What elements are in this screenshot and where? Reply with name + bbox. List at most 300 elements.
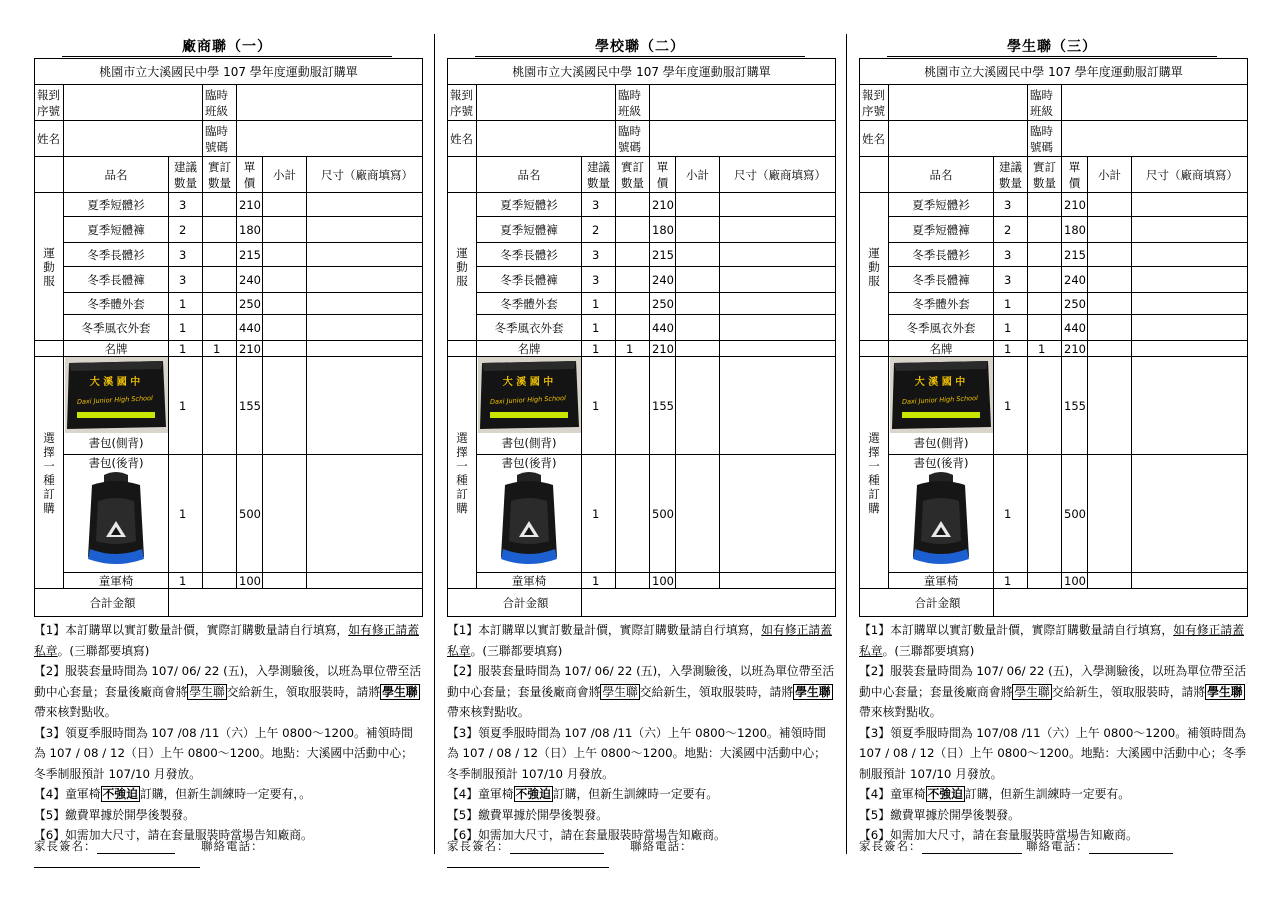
unit-price: 210 [1062, 341, 1088, 357]
size-field[interactable] [307, 217, 423, 243]
parent-signature-label: 家長簽名： [859, 839, 922, 853]
note-5: 【5】繳費單據於開學後製發。 [859, 807, 1020, 822]
order-form-table [859, 58, 1248, 617]
sportswear-group-label: 運 動 服 [860, 193, 889, 341]
suggested-qty: 1 [582, 315, 616, 341]
suggested-qty: 1 [994, 357, 1028, 455]
copy-title: 廠商聯（一） [62, 38, 392, 57]
temp-no-label: 臨時號碼 [203, 121, 237, 157]
name-label: 姓名 [35, 121, 64, 157]
parent-signature-label: 家長簽名： [34, 839, 97, 853]
table-row [860, 293, 1248, 315]
subtotal-field[interactable] [263, 573, 307, 589]
suggested-qty: 1 [169, 315, 203, 341]
actual-qty-field[interactable] [616, 243, 650, 267]
suggested-qty: 1 [994, 341, 1028, 357]
col-header-item: 品名 [889, 157, 994, 193]
report-no-label: 報到序號 [35, 85, 64, 121]
table-row [860, 455, 1248, 573]
actual-qty-field[interactable] [1028, 293, 1062, 315]
table-row [35, 243, 423, 267]
report-no-label: 報到序號 [448, 85, 477, 121]
side-bag-image [478, 357, 581, 433]
side-bag-cell [889, 357, 994, 455]
subtotal-field[interactable] [1088, 357, 1132, 455]
size-field[interactable] [307, 267, 423, 293]
actual-qty-field[interactable] [203, 455, 237, 573]
suggested-qty: 1 [582, 455, 616, 573]
choose-one-group-label: 選 擇 一 種 訂 購 [35, 357, 64, 589]
temp-class-field[interactable] [1062, 85, 1248, 121]
col-header-suggested: 建議數量 [169, 157, 203, 193]
bag-side-text-1: 大 溪 國 中 [914, 377, 965, 388]
total-field[interactable] [582, 589, 836, 617]
size-field[interactable] [720, 267, 836, 293]
signature-row [859, 838, 1249, 854]
bag-side-text-2: Daxi Junior High School [901, 394, 978, 406]
backpack-image [907, 471, 975, 569]
table-row [35, 267, 423, 293]
unit-price: 155 [650, 357, 676, 455]
subtotal-field[interactable] [263, 315, 307, 341]
actual-qty-field[interactable] [203, 193, 237, 217]
subtotal-field[interactable] [263, 455, 307, 573]
unit-price: 240 [1062, 267, 1088, 293]
bag-side-text-1: 大 溪 國 中 [502, 377, 553, 388]
size-field[interactable] [720, 243, 836, 267]
size-field[interactable] [307, 357, 423, 455]
item-name: 名牌 [477, 341, 582, 357]
subtotal-field[interactable] [1088, 243, 1132, 267]
note-5: 【5】繳費單據於開學後製發。 [447, 807, 608, 822]
subtotal-field[interactable] [1088, 341, 1132, 357]
note-6: 【6】如需加大尺寸，請在套量服裝時當場告知廠商。 [859, 828, 1138, 842]
suggested-qty: 2 [994, 217, 1028, 243]
suggested-qty: 1 [994, 455, 1028, 573]
subtotal-field[interactable] [263, 267, 307, 293]
name-label: 姓名 [860, 121, 889, 157]
unit-price: 155 [1062, 357, 1088, 455]
actual-qty-field[interactable] [616, 193, 650, 217]
unit-price: 215 [1062, 243, 1088, 267]
note-2: 【2】服裝套量時間為 107/ 06/ 22 (五)，入學測驗後，以班為單位帶至活動中心套量；套量後廠商會將 學生聯 交給新生，領取服裝時，請將 學生聯帶來核對點收。 [859, 664, 1247, 719]
choose-one-group-label: 選 擇 一 種 訂 購 [860, 357, 889, 589]
copy-title: 學生聯（三） [887, 38, 1217, 57]
table-row [448, 455, 836, 573]
size-field[interactable] [307, 341, 423, 357]
table-row [860, 357, 1248, 455]
name-label: 姓名 [448, 121, 477, 157]
actual-qty-field[interactable] [203, 267, 237, 293]
suggested-qty: 3 [994, 267, 1028, 293]
size-field[interactable] [307, 293, 423, 315]
actual-qty-field[interactable] [616, 267, 650, 293]
unit-price: 440 [237, 315, 263, 341]
col-header-size: 尺寸（廠商填寫） [1132, 157, 1248, 193]
name-field[interactable] [477, 121, 616, 157]
table-row [35, 341, 423, 357]
subtotal-field[interactable] [1088, 455, 1132, 573]
item-name: 名牌 [64, 341, 169, 357]
parent-signature-field[interactable] [510, 840, 604, 854]
backpack-image [495, 471, 563, 569]
choose-one-group-label: 選 擇 一 種 訂 購 [448, 357, 477, 589]
size-field[interactable] [720, 193, 836, 217]
nameplate-spacer [860, 341, 889, 357]
col-header-subtotal: 小計 [263, 157, 307, 193]
unit-price: 440 [1062, 315, 1088, 341]
note-6: 【6】如需加大尺寸，請在套量服裝時當場告知廠商。 [34, 828, 313, 842]
subtotal-field[interactable] [263, 357, 307, 455]
table-row [448, 243, 836, 267]
subtotal-field[interactable] [1088, 573, 1132, 589]
report-no-field[interactable] [889, 85, 1028, 121]
size-field[interactable] [720, 573, 836, 589]
suggested-qty: 3 [582, 193, 616, 217]
report-no-label: 報到序號 [860, 85, 889, 121]
separator-1 [434, 34, 435, 854]
side-bag-image [65, 357, 168, 433]
actual-qty-field[interactable] [616, 217, 650, 243]
unit-price: 500 [237, 455, 263, 573]
size-field[interactable] [1132, 315, 1248, 341]
item-name: 冬季長體褲 [889, 267, 994, 293]
subtotal-field[interactable] [1088, 217, 1132, 243]
separator-2 [846, 34, 847, 854]
header-spacer [35, 157, 64, 193]
size-field[interactable] [720, 455, 836, 573]
unit-price: 500 [1062, 455, 1088, 573]
actual-qty-field[interactable] [203, 217, 237, 243]
unit-price: 440 [650, 315, 676, 341]
actual-qty-field[interactable] [1028, 315, 1062, 341]
item-name: 夏季短體衫 [64, 193, 169, 217]
unit-price: 100 [650, 573, 676, 589]
item-name: 童軍椅 [889, 573, 994, 589]
col-header-item: 品名 [477, 157, 582, 193]
subtotal-field[interactable] [1088, 193, 1132, 217]
form-copy-3 [859, 0, 1247, 908]
subtotal-field[interactable] [676, 315, 720, 341]
size-field[interactable] [307, 455, 423, 573]
subtotal-field[interactable] [676, 243, 720, 267]
report-no-field[interactable] [477, 85, 616, 121]
size-field[interactable] [1132, 293, 1248, 315]
name-field[interactable] [64, 121, 203, 157]
report-no-field[interactable] [64, 85, 203, 121]
form-copy-1 [34, 0, 422, 908]
col-header-suggested: 建議數量 [994, 157, 1028, 193]
form-title: 桃園市立大溪國民中學 107 學年度運動服訂購單 [448, 59, 836, 85]
form-title: 桃園市立大溪國民中學 107 學年度運動服訂購單 [860, 59, 1248, 85]
header-spacer [860, 157, 889, 193]
suggested-qty: 1 [169, 341, 203, 357]
unit-price: 100 [1062, 573, 1088, 589]
size-field[interactable] [720, 341, 836, 357]
copy-title: 學校聯（二） [475, 38, 805, 57]
actual-qty-field[interactable] [203, 315, 237, 341]
unit-price: 180 [650, 217, 676, 243]
actual-qty-field[interactable] [203, 573, 237, 589]
notes [447, 620, 837, 846]
suggested-qty: 3 [582, 243, 616, 267]
temp-class-label: 臨時班級 [203, 85, 237, 121]
suggested-qty: 1 [169, 455, 203, 573]
actual-qty-field[interactable]: 1 [616, 341, 650, 357]
unit-price: 215 [237, 243, 263, 267]
phone-label: 聯絡電話： [630, 839, 693, 853]
temp-no-field[interactable] [1062, 121, 1248, 157]
col-header-actual: 實訂數量 [203, 157, 237, 193]
col-header-subtotal: 小計 [676, 157, 720, 193]
item-name: 夏季短體褲 [477, 217, 582, 243]
note-6: 【6】如需加大尺寸，請在套量服裝時當場告知廠商。 [447, 828, 726, 842]
suggested-qty: 3 [994, 193, 1028, 217]
size-field[interactable] [1132, 267, 1248, 293]
subtotal-field[interactable] [676, 455, 720, 573]
order-form-table [447, 58, 836, 617]
nameplate-spacer [448, 341, 477, 357]
subtotal-field[interactable] [263, 217, 307, 243]
subtotal-field[interactable] [676, 573, 720, 589]
actual-qty-field[interactable] [616, 573, 650, 589]
unit-price: 180 [237, 217, 263, 243]
total-label: 合計金額 [448, 589, 582, 617]
col-header-size: 尺寸（廠商填寫） [720, 157, 836, 193]
subtotal-field[interactable] [1088, 315, 1132, 341]
temp-no-label: 臨時號碼 [616, 121, 650, 157]
side-bag-cell [64, 357, 169, 455]
col-header-suggested: 建議數量 [582, 157, 616, 193]
col-header-price: 單價 [650, 157, 676, 193]
suggested-qty: 1 [169, 357, 203, 455]
side-bag-image [890, 357, 993, 433]
note-1: 【1】本訂購單以實訂數量計價，實際訂購數量請自行填寫，如有修正請蓋私章。(三聯都要填寫) [447, 623, 833, 658]
item-name: 冬季風衣外套 [889, 315, 994, 341]
total-label: 合計金額 [860, 589, 994, 617]
size-field[interactable] [307, 573, 423, 589]
subtotal-field[interactable] [676, 193, 720, 217]
item-name: 夏季短體褲 [64, 217, 169, 243]
item-name: 冬季長體衫 [889, 243, 994, 267]
actual-qty-field[interactable] [203, 293, 237, 315]
table-row [35, 293, 423, 315]
item-name: 冬季體外套 [889, 293, 994, 315]
size-field[interactable] [1132, 243, 1248, 267]
form-copy-2 [447, 0, 835, 908]
unit-price: 210 [650, 193, 676, 217]
actual-qty-field[interactable] [616, 315, 650, 341]
actual-qty-field[interactable] [616, 455, 650, 573]
note-1: 【1】本訂購單以實訂數量計價，實際訂購數量請自行填寫，如有修正請蓋私章。(三聯都要填寫) [859, 623, 1245, 658]
phone-label: 聯絡電話： [201, 839, 264, 853]
table-row [35, 455, 423, 573]
signature-row [447, 838, 837, 868]
notes [34, 620, 424, 846]
unit-price: 240 [650, 267, 676, 293]
parent-signature-field[interactable] [97, 840, 175, 854]
item-name: 夏季短體衫 [477, 193, 582, 217]
unit-price: 250 [1062, 293, 1088, 315]
size-field[interactable] [720, 217, 836, 243]
unit-price: 210 [237, 193, 263, 217]
actual-qty-field[interactable] [1028, 267, 1062, 293]
backpack-cell [64, 455, 169, 573]
item-name: 冬季體外套 [477, 293, 582, 315]
table-row [860, 315, 1248, 341]
item-name: 書包(側背) [913, 436, 969, 450]
table-row [35, 315, 423, 341]
subtotal-field[interactable] [1088, 293, 1132, 315]
backpack-image [82, 471, 150, 569]
actual-qty-field[interactable] [616, 293, 650, 315]
table-row [35, 573, 423, 589]
size-field[interactable] [720, 357, 836, 455]
total-field[interactable] [994, 589, 1248, 617]
item-name: 書包(後背) [88, 456, 144, 470]
table-row [448, 193, 836, 217]
actual-qty-field[interactable] [203, 243, 237, 267]
table-row [448, 315, 836, 341]
size-field[interactable] [720, 315, 836, 341]
unit-price: 240 [237, 267, 263, 293]
unit-price: 155 [237, 357, 263, 455]
bag-side-text-2: Daxi Junior High School [76, 394, 153, 406]
size-field[interactable] [307, 315, 423, 341]
item-name: 冬季長體褲 [64, 267, 169, 293]
table-row [860, 217, 1248, 243]
temp-class-field[interactable] [237, 85, 423, 121]
temp-no-field[interactable] [650, 121, 836, 157]
actual-qty-field[interactable] [1028, 573, 1062, 589]
table-row [860, 267, 1248, 293]
sportswear-group-label: 運 動 服 [35, 193, 64, 341]
subtotal-field[interactable] [676, 357, 720, 455]
item-name: 書包(側背) [501, 436, 557, 450]
col-header-price: 單價 [237, 157, 263, 193]
table-row [448, 267, 836, 293]
table-row [35, 357, 423, 455]
parent-signature-label: 家長簽名： [447, 839, 510, 853]
size-field[interactable] [1132, 357, 1248, 455]
table-row [448, 341, 836, 357]
unit-price: 180 [1062, 217, 1088, 243]
temp-class-label: 臨時班級 [1028, 85, 1062, 121]
size-field[interactable] [1132, 341, 1248, 357]
notes [859, 620, 1249, 846]
note-5: 【5】繳費單據於開學後製發。 [34, 807, 195, 822]
table-row [448, 293, 836, 315]
item-name: 冬季長體衫 [477, 243, 582, 267]
phone-field[interactable] [1089, 840, 1173, 854]
item-name: 冬季體外套 [64, 293, 169, 315]
col-header-item: 品名 [64, 157, 169, 193]
suggested-qty: 1 [582, 573, 616, 589]
note-2: 【2】服裝套量時間為 107/ 06/ 22 (五)，入學測驗後，以班為單位帶至活動中心套量；套量後廠商會將 學生聯 交給新生，領取服裝時，請將 學生聯帶來核對點收。 [34, 664, 422, 719]
parent-signature-field[interactable] [922, 840, 1022, 854]
item-name: 冬季風衣外套 [477, 315, 582, 341]
backpack-cell [889, 455, 994, 573]
subtotal-field[interactable] [676, 341, 720, 357]
actual-qty-field[interactable] [616, 357, 650, 455]
size-field[interactable] [307, 193, 423, 217]
table-row [860, 341, 1248, 357]
suggested-qty: 1 [169, 573, 203, 589]
header-spacer [448, 157, 477, 193]
unit-price: 210 [237, 341, 263, 357]
suggested-qty: 1 [169, 293, 203, 315]
actual-qty-field[interactable] [1028, 243, 1062, 267]
subtotal-field[interactable] [263, 293, 307, 315]
temp-no-label: 臨時號碼 [1028, 121, 1062, 157]
temp-class-field[interactable] [650, 85, 836, 121]
unit-price: 210 [650, 341, 676, 357]
subtotal-field[interactable] [263, 243, 307, 267]
temp-no-field[interactable] [237, 121, 423, 157]
actual-qty-field[interactable] [1028, 193, 1062, 217]
size-field[interactable] [1132, 193, 1248, 217]
item-name: 冬季長體褲 [477, 267, 582, 293]
suggested-qty: 3 [169, 243, 203, 267]
actual-qty-field[interactable] [1028, 217, 1062, 243]
suggested-qty: 1 [994, 573, 1028, 589]
name-field[interactable] [889, 121, 1028, 157]
item-name: 童軍椅 [477, 573, 582, 589]
actual-qty-field[interactable] [1028, 455, 1062, 573]
order-form-table [34, 58, 423, 617]
note-4: 【4】童軍椅 不強迫 訂購，但新生訓練時一定要有，。 [34, 787, 311, 801]
actual-qty-field[interactable] [1028, 357, 1062, 455]
suggested-qty: 1 [994, 315, 1028, 341]
actual-qty-field[interactable]: 1 [203, 341, 237, 357]
table-row [860, 243, 1248, 267]
item-name: 冬季長體衫 [64, 243, 169, 267]
phone-field[interactable] [34, 854, 200, 868]
subtotal-field[interactable] [676, 267, 720, 293]
actual-qty-field[interactable] [203, 357, 237, 455]
side-bag-cell [477, 357, 582, 455]
col-header-actual: 實訂數量 [616, 157, 650, 193]
unit-price: 100 [237, 573, 263, 589]
total-field[interactable] [169, 589, 423, 617]
suggested-qty: 1 [582, 293, 616, 315]
suggested-qty: 2 [582, 217, 616, 243]
item-name: 書包(後背) [913, 456, 969, 470]
note-3: 【3】領夏季服時間為 107 /08 /11（六）上午 0800～1200。補領時間為 107 / 08 / 12（日）上午 0800～1200。地點：大溪國中活動中心；冬季制服預計 107/10 月發放。 [34, 725, 413, 781]
bag-side-text-2: Daxi Junior High School [489, 394, 566, 406]
subtotal-field[interactable] [263, 193, 307, 217]
nameplate-spacer [35, 341, 64, 357]
subtotal-field[interactable] [676, 293, 720, 315]
subtotal-field[interactable] [1088, 267, 1132, 293]
size-field[interactable] [1132, 573, 1248, 589]
size-field[interactable] [307, 243, 423, 267]
suggested-qty: 1 [994, 293, 1028, 315]
table-row [448, 573, 836, 589]
phone-field[interactable] [447, 854, 609, 868]
subtotal-field[interactable] [676, 217, 720, 243]
size-field[interactable] [1132, 455, 1248, 573]
size-field[interactable] [1132, 217, 1248, 243]
phone-label: 聯絡電話： [1026, 839, 1089, 853]
note-3: 【3】領夏季服時間為 107 /08 /11（六）上午 0800～1200。補領時間為 107 / 08 / 12（日）上午 0800～1200。地點：大溪國中活動中心；冬季制服預計 107/10 月發放。 [447, 725, 826, 781]
col-header-price: 單價 [1062, 157, 1088, 193]
actual-qty-field[interactable]: 1 [1028, 341, 1062, 357]
size-field[interactable] [720, 293, 836, 315]
item-name: 名牌 [889, 341, 994, 357]
subtotal-field[interactable] [263, 341, 307, 357]
suggested-qty: 3 [169, 267, 203, 293]
